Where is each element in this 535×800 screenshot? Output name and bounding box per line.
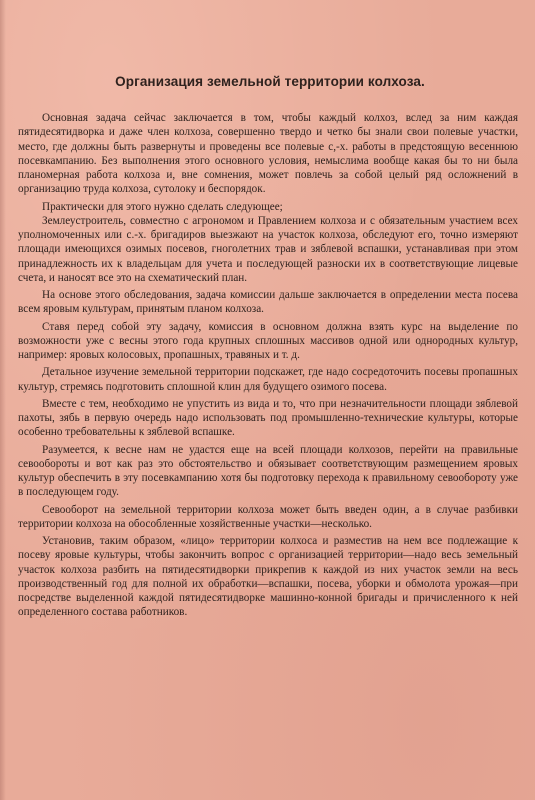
document-body [18,111,518,620]
page-edge-shadow [0,0,6,800]
paragraph-fall-plowing: Вместе с тем, необходимо не упустить из вида и то, что при незначительности площади зяблевой пахоты, зябь в первую очередь надо использовать под промышленно-технические культуры, которые особенно требовательны к зяблевой вспашке. [18,397,518,439]
paragraph-detailed-study: Детальное изучение земельной территории подскажет, где надо сосредоточить посевы пропашных культур, стремясь подготовить сплошной клин для будущего озимого посева. [18,366,518,393]
paragraph-main-task: Основная задача сейчас заключается в том, чтобы каждый колхоз, вслед за ним каждая пятидесятидворка и даже член колхоза, совершенно твердо и четко бы знали свои полевые участки, место, где должны быть развернуты и проведены все полевые с,-х. работы в предстоящую весеннюю посевкампанию. Без выполнения этого основного условия, немыслима вообще какая бы то ни была планомерная работа колхоза и, вне сомнения, может повлечь за собой целый ряд осложнений в организацию труда колхоза, сутолоку и беспорядок. [18,112,518,196]
paragraph-land-surveyor: Землеустроитель, совместно с агрономом и Правлением колхоза и с обязательным участием всех уполномоченных или с.-х. бригадиров выезжают на участок колхоза, обследуют его, точно измеряют площади имеющихся озимых посевов, гноголетних трав и зяблевой вспашки, устанавливая при этом принадлежность их к владельцам для учета и последующей разноски их в соответствующие лицевые счета, и наносят все это на схематический план. [18,214,518,284]
paragraph-practical-steps: Практически для этого нужно сделать следующее; [42,200,283,213]
paragraph-commission-task: На основе этого обследования, задача комиссии дальше заключается в определении места посева всем яровым культурам, принятым планом колхоза. [18,289,518,316]
document-title: Организация земельной территории колхоза. [115,74,425,89]
paragraph-solid-massifs: Ставя перед собой эту задачу, комиссия в основном должна взять курс на выделение по возможности уже с весны этого года крупных сплошных массивов одной или однородных культур, например: яровых колосовых, пропашных, травяных и т. д. [18,320,518,361]
paragraph-crop-rotation: Севооборот на земельной территории колхоза может быть введен один, а в случае разбивки территории колхоза на обособленные хозяйственные участки—несколько. [18,503,518,530]
paragraph-fifty-household-units: Установив, таким образом, «лицо» территории колхоса и разместив на нем все подлежащие к посеву яровые культуры, чтобы закончить вопрос с организацией территории—надо весь земельный участок колхоза разбить на пятидесятидворки прикрепив к каждой из них участок земли на весь производственный год для полной их обработки—вспашки, посева, уборки и обмолота урожая—при посредстве выделенной каждой пятидесятидворке машинно-конной бригады и причисленного к ней определенного состава работников. [18,535,518,619]
paragraph-crop-rotation-transition: Разумеется, к весне нам не удастся еще на всей площади колхозов, перейти на правильные севообороты и вот как раз это обстоятельство и обязывает соответствующим размещением яровых культур обеспечить в эту посевкампанию хотя бы подготовку перехода к правильному севообороту уже в последующем году. [18,443,518,499]
